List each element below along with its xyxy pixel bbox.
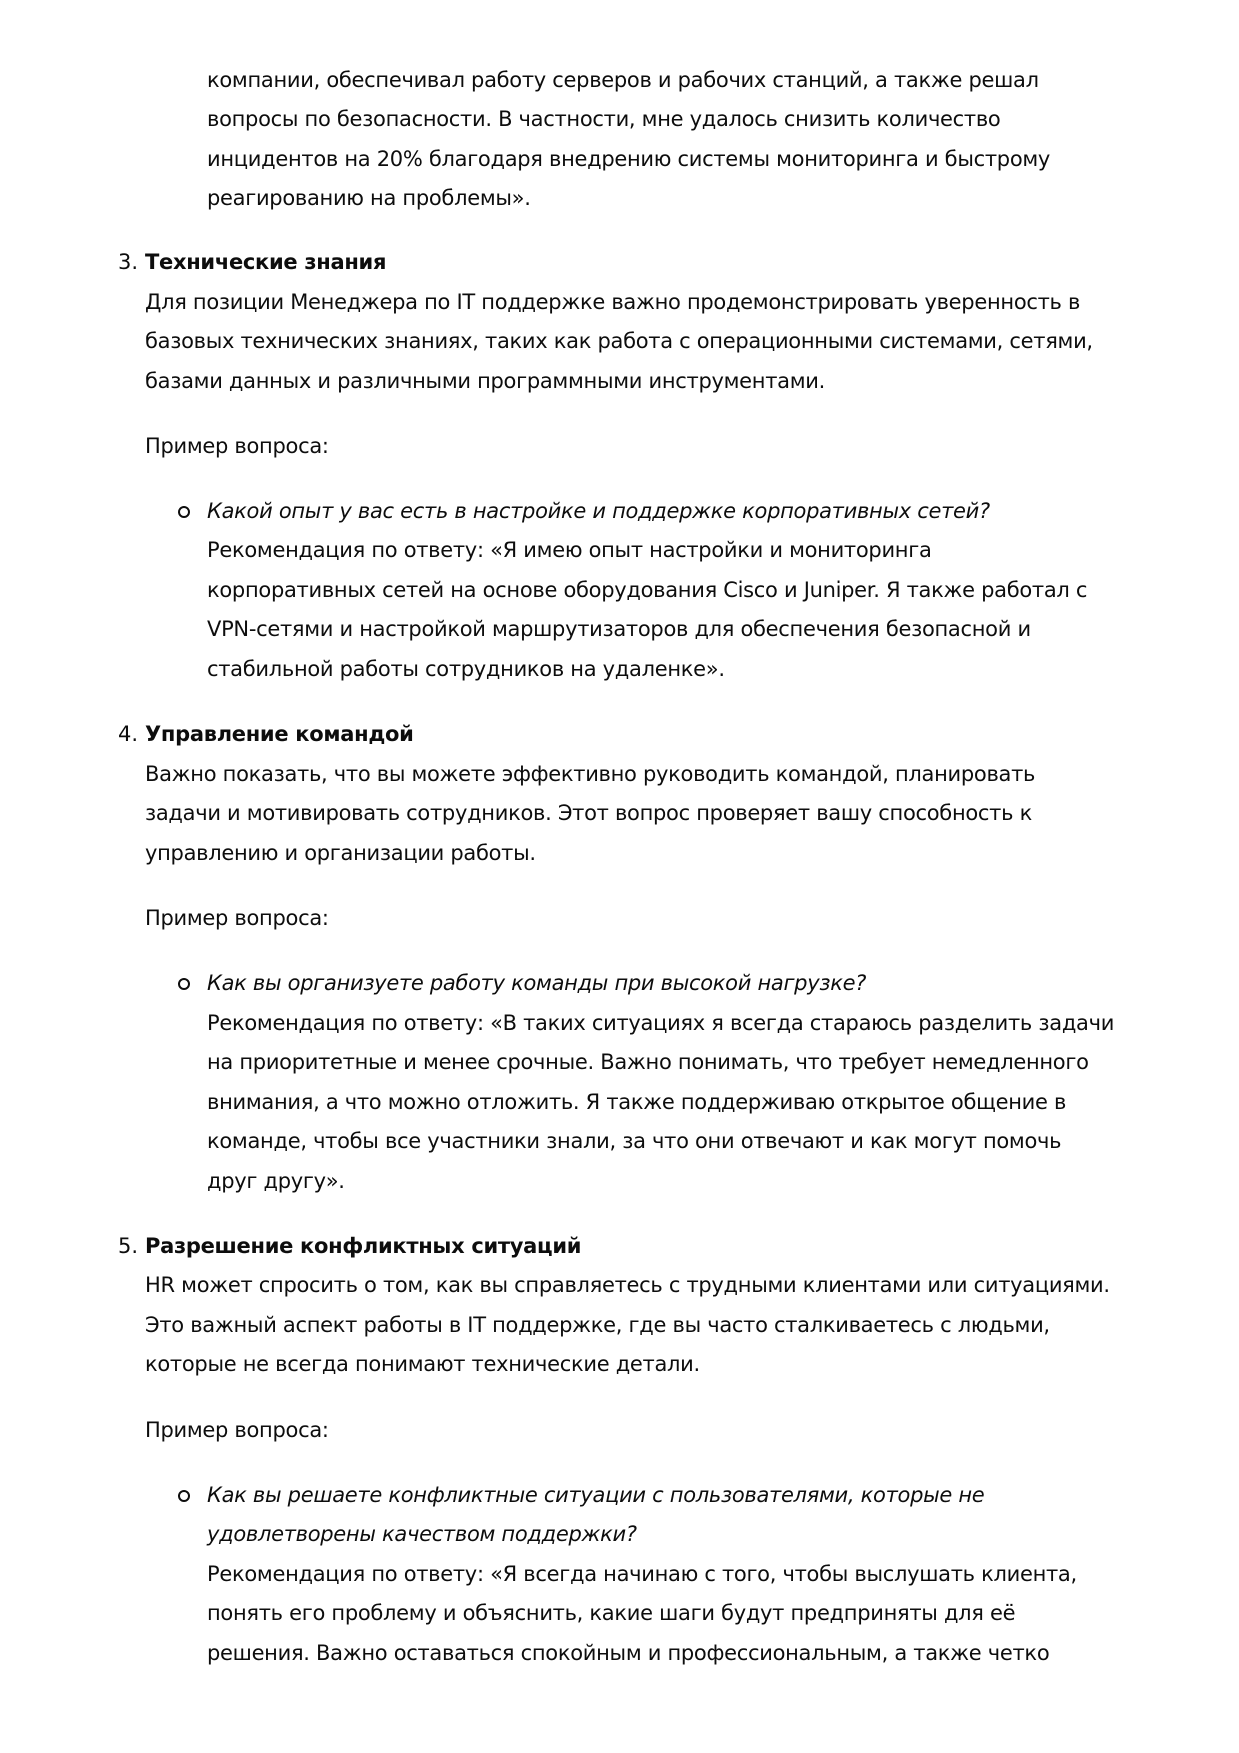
paragraph-line: задачи и мотивировать сотрудников. Этот вопрос проверяет вашу способность к [145,801,1032,825]
paragraph-line: вопросы по безопасности. В частности, мне удалось снизить количество [207,107,1001,131]
section-title: Управление командой [145,722,414,746]
example-question: Какой опыт у вас есть в настройке и поддержке корпоративных сетей? [207,499,990,523]
paragraph-line: которые не всегда понимают технические детали. [145,1352,700,1376]
paragraph-line: базами данных и различными программными инструментами. [145,369,825,393]
list-number: 4. [118,722,139,746]
answer-line: Рекомендация по ответу: «Я имею опыт настройки и мониторинга [207,538,932,562]
paragraph-line: инцидентов на 20% благодаря внедрению системы мониторинга и быстрому [207,147,1051,171]
example-label: Пример вопроса: [145,906,329,930]
answer-line: стабильной работы сотрудников на удаленке». [207,657,725,681]
example-question: Как вы решаете конфликтные ситуации с пользователями, которые не [207,1483,985,1507]
section-title: Технические знания [145,250,387,274]
bullet-circle-icon [178,506,190,518]
paragraph-line: базовых технических знаниях, таких как работа с операционными системами, сетями, [145,329,1093,353]
answer-line: внимания, а что можно отложить. Я также поддерживаю открытое общение в [207,1090,1067,1114]
answer-line: друг другу». [207,1169,345,1193]
answer-line: решения. Важно оставаться спокойным и профессиональным, а также четко [207,1641,1050,1665]
example-question: удовлетворены качеством поддержки? [207,1522,637,1546]
answer-line: Рекомендация по ответу: «В таких ситуациях я всегда стараюсь разделить задачи [207,1011,1115,1035]
section-title: Разрешение конфликтных ситуаций [145,1234,582,1258]
list-number: 3. [118,250,139,274]
answer-line: понять его проблему и объяснить, какие шаги будут предприняты для её [207,1601,1016,1625]
bullet-circle-icon [178,1490,190,1502]
paragraph-line: компании, обеспечивал работу серверов и рабочих станций, а также решал [207,68,1039,92]
example-question: Как вы организуете работу команды при высокой нагрузке? [207,971,867,995]
list-number: 5. [118,1234,139,1258]
answer-line: на приоритетные и менее срочные. Важно понимать, что требует немедленного [207,1050,1089,1074]
answer-line: VPN-сетями и настройкой маршрутизаторов для обеспечения безопасной и [207,617,1031,641]
paragraph-line: управлению и организации работы. [145,841,536,865]
paragraph-line: HR может спросить о том, как вы справляетесь с трудными клиентами или ситуациями. [145,1273,1110,1297]
answer-line: Рекомендация по ответу: «Я всегда начинаю с того, чтобы выслушать клиента, [207,1562,1077,1586]
bullet-circle-icon [178,978,190,990]
paragraph-line: Для позиции Менеджера по IT поддержке важно продемонстрировать уверенность в [145,290,1081,314]
example-label: Пример вопроса: [145,434,329,458]
answer-line: корпоративных сетей на основе оборудования Cisco и Juniper. Я также работал с [207,578,1088,602]
example-label: Пример вопроса: [145,1418,329,1442]
paragraph-line: реагированию на проблемы». [207,186,531,210]
answer-line: команде, чтобы все участники знали, за что они отвечают и как могут помочь [207,1129,1062,1153]
paragraph-line: Это важный аспект работы в IT поддержке, где вы часто сталкиваетесь с людьми, [145,1313,1050,1337]
paragraph-line: Важно показать, что вы можете эффективно руководить командой, планировать [145,762,1036,786]
